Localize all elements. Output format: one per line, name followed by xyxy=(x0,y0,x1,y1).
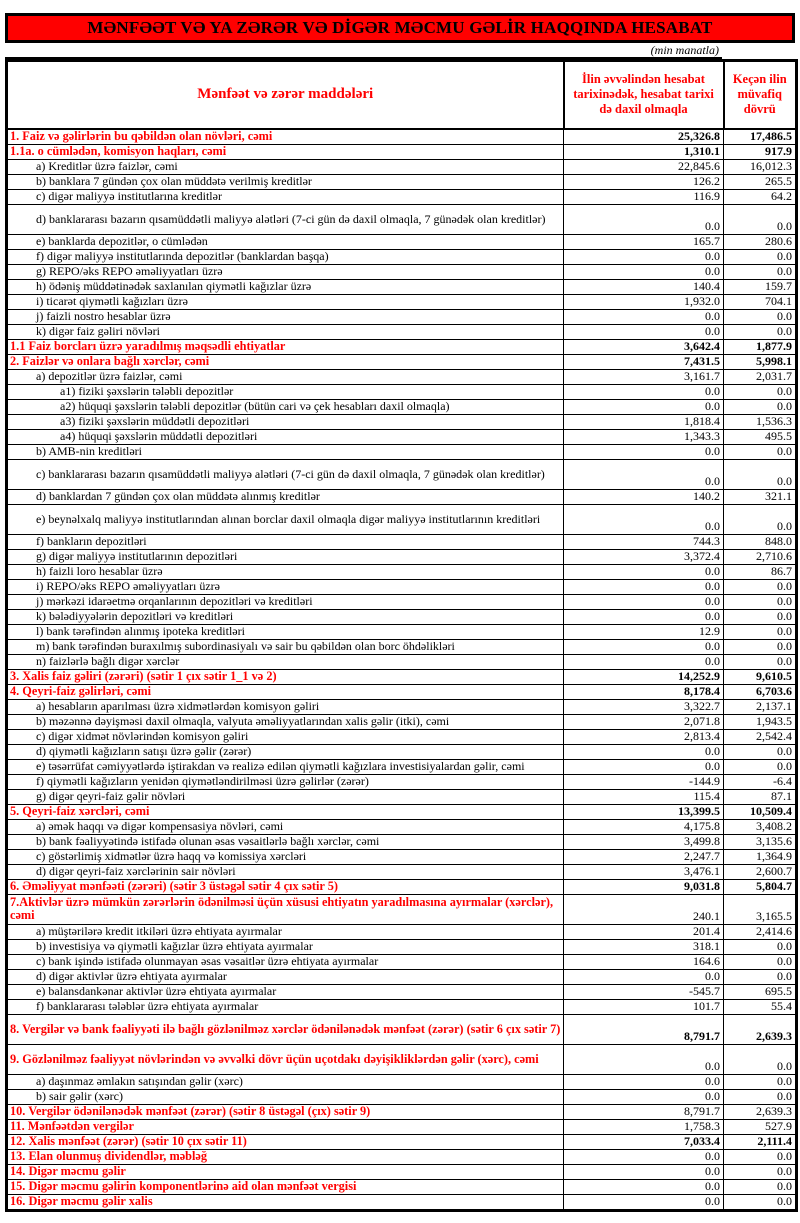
value-current-period: 9,031.8 xyxy=(564,879,724,894)
table-row xyxy=(7,954,797,969)
row-label: m) bank tərəfindən buraxılmış subordinasiyalı və sair bu qəbildən olan borc öhdəlikləri xyxy=(7,639,564,654)
value-previous-period: 0.0 xyxy=(724,969,797,984)
value-current-period: 0.0 xyxy=(564,579,724,594)
row-label: 16. Digər məcmu gəlir xalis xyxy=(7,1194,564,1210)
value-previous-period: 86.7 xyxy=(724,564,797,579)
value-current-period: 1,343.3 xyxy=(564,429,724,444)
row-label: e) balansdankənar aktivlər üzrə ehtiyata ayırmalar xyxy=(7,984,564,999)
table-row xyxy=(7,384,797,399)
value-current-period: 0.0 xyxy=(564,639,724,654)
column-header-items: Mənfəət və zərər maddələri xyxy=(7,61,564,129)
table-row xyxy=(7,459,797,489)
value-previous-period: 17,486.5 xyxy=(724,129,797,145)
row-label: h) faizli loro hesablar üzrə xyxy=(7,564,564,579)
value-current-period: 14,252.9 xyxy=(564,669,724,684)
table-row xyxy=(7,174,797,189)
table-row xyxy=(7,144,797,159)
value-previous-period: 0.0 xyxy=(724,1149,797,1164)
value-current-period: 0.0 xyxy=(564,459,724,489)
value-previous-period: 2,600.7 xyxy=(724,864,797,879)
table-row xyxy=(7,1089,797,1104)
value-previous-period: 0.0 xyxy=(724,1194,797,1210)
value-current-period: 140.2 xyxy=(564,489,724,504)
table-row xyxy=(7,399,797,414)
row-label: d) banklardan 7 gündən çox olan müddətə alınmış kreditlər xyxy=(7,489,564,504)
row-label: 7.Aktivlər üzrə mümkün zərərlərin ödənilməsi üçün xüsusi ehtiyatın yaradılmasına ayırmalar (xərclər), cəmi xyxy=(7,894,564,924)
value-previous-period: 0.0 xyxy=(724,654,797,669)
value-current-period: 1,310.1 xyxy=(564,144,724,159)
row-label: 6. Əməliyyat mənfəəti (zərəri) (sətir 3 üstəgəl sətir 4 çıx sətir 5) xyxy=(7,879,564,894)
row-label: b) investisiya və qiymətli kağızlar üzrə ehtiyata ayırmalar xyxy=(7,939,564,954)
value-previous-period: 0.0 xyxy=(724,399,797,414)
value-previous-period: 2,542.4 xyxy=(724,729,797,744)
row-label: f) bankların depozitləri xyxy=(7,534,564,549)
unit-note: (min manatla) xyxy=(5,43,722,59)
table-row xyxy=(7,969,797,984)
value-current-period: 0.0 xyxy=(564,564,724,579)
value-previous-period: 0.0 xyxy=(724,609,797,624)
table-row xyxy=(7,609,797,624)
row-label: 13. Elan olunmuş dividendlər, məbləğ xyxy=(7,1149,564,1164)
value-previous-period: 0.0 xyxy=(724,249,797,264)
table-row xyxy=(7,429,797,444)
row-label: c) banklararası bazarın qısamüddətli maliyyə alətləri (7-ci gün də daxil olmaqla, 7 günədək olan kreditlər) xyxy=(7,459,564,489)
row-label: a2) hüquqi şəxslərin tələbli depozitlər (bütün cari və çek hesabları daxil olmaqla) xyxy=(7,399,564,414)
row-label: e) banklarda depozitlər, o cümlədən xyxy=(7,234,564,249)
row-label: 15. Digər məcmu gəlirin komponentlərinə aid olan mənfəət vergisi xyxy=(7,1179,564,1194)
table-row xyxy=(7,309,797,324)
table-row xyxy=(7,1164,797,1179)
row-label: 14. Digər məcmu gəlir xyxy=(7,1164,564,1179)
value-current-period: -545.7 xyxy=(564,984,724,999)
row-label: b) məzənnə dəyişməsi daxil olmaqla, valyuta əməliyyatlarından xalis gəlir (itki), cəmi xyxy=(7,714,564,729)
value-current-period: 0.0 xyxy=(564,504,724,534)
value-current-period: 1,758.3 xyxy=(564,1119,724,1134)
row-label: 8. Vergilər və bank fəaliyyəti ilə bağlı gözlənilməz xərclər ödənilənədək mənfəət (zərər) (sətir 6 çıx sətir 7) xyxy=(7,1014,564,1044)
table-row xyxy=(7,819,797,834)
value-previous-period: 1,943.5 xyxy=(724,714,797,729)
row-label: 2. Faizlər və onlara bağlı xərclər, cəmi xyxy=(7,354,564,369)
table-row xyxy=(7,684,797,699)
value-previous-period: 16,012.3 xyxy=(724,159,797,174)
row-label: d) digər qeyri-faiz xərclərinin sair növləri xyxy=(7,864,564,879)
table-row xyxy=(7,879,797,894)
row-label: c) göstərlimiş xidmətlər üzrə haqq və komissiya xərcləri xyxy=(7,849,564,864)
row-label: a) hesabların aparılması üzrə xidmətlərdən komisyon gəliri xyxy=(7,699,564,714)
value-current-period: 3,642.4 xyxy=(564,339,724,354)
value-previous-period: 0.0 xyxy=(724,444,797,459)
table-row xyxy=(7,534,797,549)
value-current-period: 165.7 xyxy=(564,234,724,249)
table-row xyxy=(7,924,797,939)
value-current-period: 0.0 xyxy=(564,1194,724,1210)
column-header-previous-period: Keçən ilin müvafiq dövrü xyxy=(724,61,797,129)
row-label: i) REPO/əks REPO əməliyyatları üzrə xyxy=(7,579,564,594)
value-current-period: 2,813.4 xyxy=(564,729,724,744)
row-label: c) digər xidmət növlərindən komisyon gəliri xyxy=(7,729,564,744)
table-row xyxy=(7,669,797,684)
row-label: b) bank fəaliyyətində istifadə olunan əsas vəsaitlərlə bağlı xərclər, cəmi xyxy=(7,834,564,849)
table-row xyxy=(7,489,797,504)
row-label: b) banklara 7 gündən çox olan müddətə verilmiş kreditlər xyxy=(7,174,564,189)
value-previous-period: 6,703.6 xyxy=(724,684,797,699)
table-row xyxy=(7,1179,797,1194)
value-previous-period: 0.0 xyxy=(724,1179,797,1194)
value-previous-period: 265.5 xyxy=(724,174,797,189)
row-label: g) REPO/əks REPO əməliyyatları üzrə xyxy=(7,264,564,279)
table-row xyxy=(7,369,797,384)
value-current-period: 240.1 xyxy=(564,894,724,924)
value-previous-period: 3,165.5 xyxy=(724,894,797,924)
table-row xyxy=(7,759,797,774)
value-current-period: 744.3 xyxy=(564,534,724,549)
value-current-period: 4,175.8 xyxy=(564,819,724,834)
value-previous-period: 0.0 xyxy=(724,1164,797,1179)
row-label: f) digər maliyyə institutlarında depozitlər (banklardan başqa) xyxy=(7,249,564,264)
row-label: d) banklararası bazarın qısamüddətli maliyyə alətləri (7-ci gün də daxil olmaqla, 7 günədək olan kreditlər) xyxy=(7,204,564,234)
row-label: k) bələdiyyələrin depozitləri və kreditləri xyxy=(7,609,564,624)
value-previous-period: 0.0 xyxy=(724,309,797,324)
value-current-period: 3,476.1 xyxy=(564,864,724,879)
value-previous-period: 5,998.1 xyxy=(724,354,797,369)
row-label: 1. Faiz və gəlirlərin bu qəbildən olan növləri, cəmi xyxy=(7,129,564,145)
value-previous-period: 0.0 xyxy=(724,759,797,774)
value-previous-period: 1,877.9 xyxy=(724,339,797,354)
table-row xyxy=(7,744,797,759)
row-label: l) bank tərəfindən alınmış ipoteka kreditləri xyxy=(7,624,564,639)
value-previous-period: 527.9 xyxy=(724,1119,797,1134)
table-row xyxy=(7,579,797,594)
value-previous-period: 2,137.1 xyxy=(724,699,797,714)
row-label: d) qiymətli kağızların satışı üzrə gəlir (zərər) xyxy=(7,744,564,759)
row-label: 9. Gözlənilməz fəaliyyət növlərindən və əvvəlki dövr üçün uçotdakı dəyişikliklərdən gəlir (xərc), cəmi xyxy=(7,1044,564,1074)
value-previous-period: 3,408.2 xyxy=(724,819,797,834)
row-label: a) müştərilərə kredit itkiləri üzrə ehtiyata ayırmalar xyxy=(7,924,564,939)
table-row xyxy=(7,264,797,279)
table-row xyxy=(7,699,797,714)
value-current-period: 8,178.4 xyxy=(564,684,724,699)
value-previous-period: 0.0 xyxy=(724,939,797,954)
row-label: 11. Mənfəətdən vergilər xyxy=(7,1119,564,1134)
value-previous-period: 2,710.6 xyxy=(724,549,797,564)
value-current-period: 0.0 xyxy=(564,324,724,339)
table-row xyxy=(7,339,797,354)
value-current-period: 7,431.5 xyxy=(564,354,724,369)
value-current-period: 318.1 xyxy=(564,939,724,954)
value-current-period: 164.6 xyxy=(564,954,724,969)
table-row xyxy=(7,984,797,999)
value-current-period: 0.0 xyxy=(564,609,724,624)
value-previous-period: 704.1 xyxy=(724,294,797,309)
value-current-period: 0.0 xyxy=(564,204,724,234)
value-previous-period: 917.9 xyxy=(724,144,797,159)
row-label: a) əmək haqqı və digər kompensasiya növləri, cəmi xyxy=(7,819,564,834)
value-previous-period: 848.0 xyxy=(724,534,797,549)
value-current-period: 0.0 xyxy=(564,309,724,324)
value-current-period: 1,932.0 xyxy=(564,294,724,309)
table-row xyxy=(7,624,797,639)
row-label: 12. Xalis mənfəət (zərər) (sətir 10 çıx sətir 11) xyxy=(7,1134,564,1149)
value-current-period: 8,791.7 xyxy=(564,1014,724,1044)
value-current-period: 2,071.8 xyxy=(564,714,724,729)
table-row xyxy=(7,939,797,954)
value-current-period: 0.0 xyxy=(564,1089,724,1104)
value-current-period: 25,326.8 xyxy=(564,129,724,145)
value-previous-period: 321.1 xyxy=(724,489,797,504)
table-row xyxy=(7,594,797,609)
value-previous-period: 0.0 xyxy=(724,1074,797,1089)
value-previous-period: 0.0 xyxy=(724,594,797,609)
value-current-period: 201.4 xyxy=(564,924,724,939)
value-current-period: 0.0 xyxy=(564,249,724,264)
table-row xyxy=(7,1014,797,1044)
value-previous-period: 1,364.9 xyxy=(724,849,797,864)
table-row xyxy=(7,1074,797,1089)
row-label: f) banklararası tələblər üzrə ehtiyata ayırmalar xyxy=(7,999,564,1014)
value-previous-period: 3,135.6 xyxy=(724,834,797,849)
value-current-period: 0.0 xyxy=(564,264,724,279)
table-row xyxy=(7,354,797,369)
table-row xyxy=(7,204,797,234)
table-row xyxy=(7,1044,797,1074)
value-previous-period: 64.2 xyxy=(724,189,797,204)
value-current-period: 0.0 xyxy=(564,444,724,459)
value-previous-period: 2,414.6 xyxy=(724,924,797,939)
value-current-period: 101.7 xyxy=(564,999,724,1014)
table-row xyxy=(7,1194,797,1210)
value-current-period: 7,033.4 xyxy=(564,1134,724,1149)
row-label: c) bank işində istifadə olunmayan əsas vəsaitlər üzrə ehtiyata ayırmalar xyxy=(7,954,564,969)
row-label: g) digər qeyri-faiz gəlir növləri xyxy=(7,789,564,804)
value-current-period: 115.4 xyxy=(564,789,724,804)
table-row xyxy=(7,324,797,339)
row-label: a1) fiziki şəxslərin tələbli depozitlər xyxy=(7,384,564,399)
row-label: 1.1 Faiz borcları üzrə yaradılmış məqsədli ehtiyatlar xyxy=(7,339,564,354)
value-current-period: 0.0 xyxy=(564,1164,724,1179)
table-row xyxy=(7,789,797,804)
value-previous-period: 2,639.3 xyxy=(724,1104,797,1119)
table-row xyxy=(7,294,797,309)
value-previous-period: 0.0 xyxy=(724,579,797,594)
row-label: h) ödəniş müddətinədək saxlanılan qiymətli kağızlar üzrə xyxy=(7,279,564,294)
row-label: c) digər maliyyə institutlarına kreditlər xyxy=(7,189,564,204)
row-label: 4. Qeyri-faiz gəlirləri, cəmi xyxy=(7,684,564,699)
report-title: MƏNFƏƏT VƏ YA ZƏRƏR VƏ DİGƏR MƏCMU GƏLİR HAQQINDA HESABAT xyxy=(5,13,795,43)
row-label: a4) hüquqi şəxslərin müddətli depozitləri xyxy=(7,429,564,444)
value-current-period: 22,845.6 xyxy=(564,159,724,174)
value-previous-period: 0.0 xyxy=(724,624,797,639)
row-label: a3) fiziki şəxslərin müddətli depozitləri xyxy=(7,414,564,429)
row-label: d) digər aktivlər üzrə ehtiyata ayırmalar xyxy=(7,969,564,984)
row-label: g) digər maliyyə institutlarının depozitləri xyxy=(7,549,564,564)
value-current-period: 0.0 xyxy=(564,759,724,774)
table-row xyxy=(7,639,797,654)
row-label: j) mərkəzi idarəetmə orqanlarının depozitləri və kreditləri xyxy=(7,594,564,609)
value-current-period: 140.4 xyxy=(564,279,724,294)
value-current-period: 0.0 xyxy=(564,969,724,984)
table-row xyxy=(7,234,797,249)
row-label: 3. Xalis faiz gəliri (zərəri) (sətir 1 çıx sətir 1_1 və 2) xyxy=(7,669,564,684)
table-row xyxy=(7,1119,797,1134)
value-current-period: 0.0 xyxy=(564,744,724,759)
value-previous-period: 0.0 xyxy=(724,639,797,654)
row-label: b) AMB-nin kreditləri xyxy=(7,444,564,459)
value-previous-period: 87.1 xyxy=(724,789,797,804)
table-row xyxy=(7,279,797,294)
value-previous-period: 2,111.4 xyxy=(724,1134,797,1149)
row-label: a) depozitlər üzrə faizlər, cəmi xyxy=(7,369,564,384)
value-current-period: 0.0 xyxy=(564,594,724,609)
value-previous-period: 0.0 xyxy=(724,384,797,399)
value-previous-period: -6.4 xyxy=(724,774,797,789)
table-header-row xyxy=(7,61,797,129)
value-current-period: 0.0 xyxy=(564,1074,724,1089)
table-row xyxy=(7,774,797,789)
table-body xyxy=(7,129,797,1211)
value-previous-period: 280.6 xyxy=(724,234,797,249)
row-label: f) qiymətli kağızların yenidən qiymətləndirilməsi üzrə gəlirlər (zərər) xyxy=(7,774,564,789)
value-previous-period: 55.4 xyxy=(724,999,797,1014)
table-row xyxy=(7,414,797,429)
table-row xyxy=(7,1149,797,1164)
row-label: a) daşınmaz əmlakın satışından gəlir (xərc) xyxy=(7,1074,564,1089)
row-label: 1.1a. o cümlədən, komisyon haqları, cəmi xyxy=(7,144,564,159)
value-previous-period: 0.0 xyxy=(724,954,797,969)
value-current-period: 3,372.4 xyxy=(564,549,724,564)
table-row xyxy=(7,834,797,849)
value-current-period: 3,322.7 xyxy=(564,699,724,714)
table-row xyxy=(7,714,797,729)
value-previous-period: 0.0 xyxy=(724,1044,797,1074)
table-row xyxy=(7,129,797,145)
value-current-period: 3,161.7 xyxy=(564,369,724,384)
table-row xyxy=(7,894,797,924)
column-header-current-period: İlin əvvəlindən hesabat tarixinədək, hesabat tarixi də daxil olmaqla xyxy=(564,61,724,129)
value-current-period: 0.0 xyxy=(564,399,724,414)
value-previous-period: 2,031.7 xyxy=(724,369,797,384)
value-current-period: 12.9 xyxy=(564,624,724,639)
value-previous-period: 0.0 xyxy=(724,264,797,279)
value-previous-period: 0.0 xyxy=(724,324,797,339)
row-label: k) digər faiz gəliri növləri xyxy=(7,324,564,339)
value-current-period: 116.9 xyxy=(564,189,724,204)
table-row xyxy=(7,159,797,174)
table-row xyxy=(7,804,797,819)
value-previous-period: 695.5 xyxy=(724,984,797,999)
value-previous-period: 0.0 xyxy=(724,459,797,489)
table-row xyxy=(7,549,797,564)
row-label: i) ticarət qiymətli kağızları üzrə xyxy=(7,294,564,309)
value-previous-period: 0.0 xyxy=(724,744,797,759)
row-label: e) təsərrüfat cəmiyyətlərdə iştirakdan və realizə edilən qiymətli kağızlara investisiyalardan gəlir, cəmi xyxy=(7,759,564,774)
value-current-period: 8,791.7 xyxy=(564,1104,724,1119)
value-current-period: 126.2 xyxy=(564,174,724,189)
table-row xyxy=(7,444,797,459)
value-current-period: 3,499.8 xyxy=(564,834,724,849)
value-previous-period: 10,509.4 xyxy=(724,804,797,819)
table-row xyxy=(7,654,797,669)
table-row xyxy=(7,864,797,879)
value-current-period: 1,818.4 xyxy=(564,414,724,429)
value-current-period: 2,247.7 xyxy=(564,849,724,864)
row-label: e) beynəlxalq maliyyə institutlarından alınan borclar daxil olmaqla digər maliyyə institutlarının kreditləri xyxy=(7,504,564,534)
value-previous-period: 9,610.5 xyxy=(724,669,797,684)
value-current-period: 0.0 xyxy=(564,1149,724,1164)
value-previous-period: 495.5 xyxy=(724,429,797,444)
table-row xyxy=(7,564,797,579)
value-previous-period: 5,804.7 xyxy=(724,879,797,894)
table-row xyxy=(7,849,797,864)
row-label: 10. Vergilər ödənilənədək mənfəət (zərər) (sətir 8 üstəgəl (çıx) sətir 9) xyxy=(7,1104,564,1119)
row-label: j) faizli nostro hesablar üzrə xyxy=(7,309,564,324)
table-row xyxy=(7,1104,797,1119)
value-current-period: 0.0 xyxy=(564,654,724,669)
value-previous-period: 0.0 xyxy=(724,504,797,534)
value-current-period: 0.0 xyxy=(564,384,724,399)
value-previous-period: 0.0 xyxy=(724,204,797,234)
row-label: 5. Qeyri-faiz xərcləri, cəmi xyxy=(7,804,564,819)
value-current-period: 0.0 xyxy=(564,1044,724,1074)
value-previous-period: 159.7 xyxy=(724,279,797,294)
value-previous-period: 0.0 xyxy=(724,1089,797,1104)
value-previous-period: 2,639.3 xyxy=(724,1014,797,1044)
row-label: a) Kreditlər üzrə faizlər, cəmi xyxy=(7,159,564,174)
table-row xyxy=(7,249,797,264)
income-statement-table xyxy=(5,59,798,1212)
value-current-period: -144.9 xyxy=(564,774,724,789)
value-previous-period: 1,536.3 xyxy=(724,414,797,429)
table-row xyxy=(7,189,797,204)
table-row xyxy=(7,504,797,534)
table-row xyxy=(7,999,797,1014)
table-row xyxy=(7,1134,797,1149)
value-current-period: 0.0 xyxy=(564,1179,724,1194)
row-label: n) faizlərlə bağlı digər xərclər xyxy=(7,654,564,669)
value-current-period: 13,399.5 xyxy=(564,804,724,819)
row-label: b) sair gəlir (xərc) xyxy=(7,1089,564,1104)
table-row xyxy=(7,729,797,744)
